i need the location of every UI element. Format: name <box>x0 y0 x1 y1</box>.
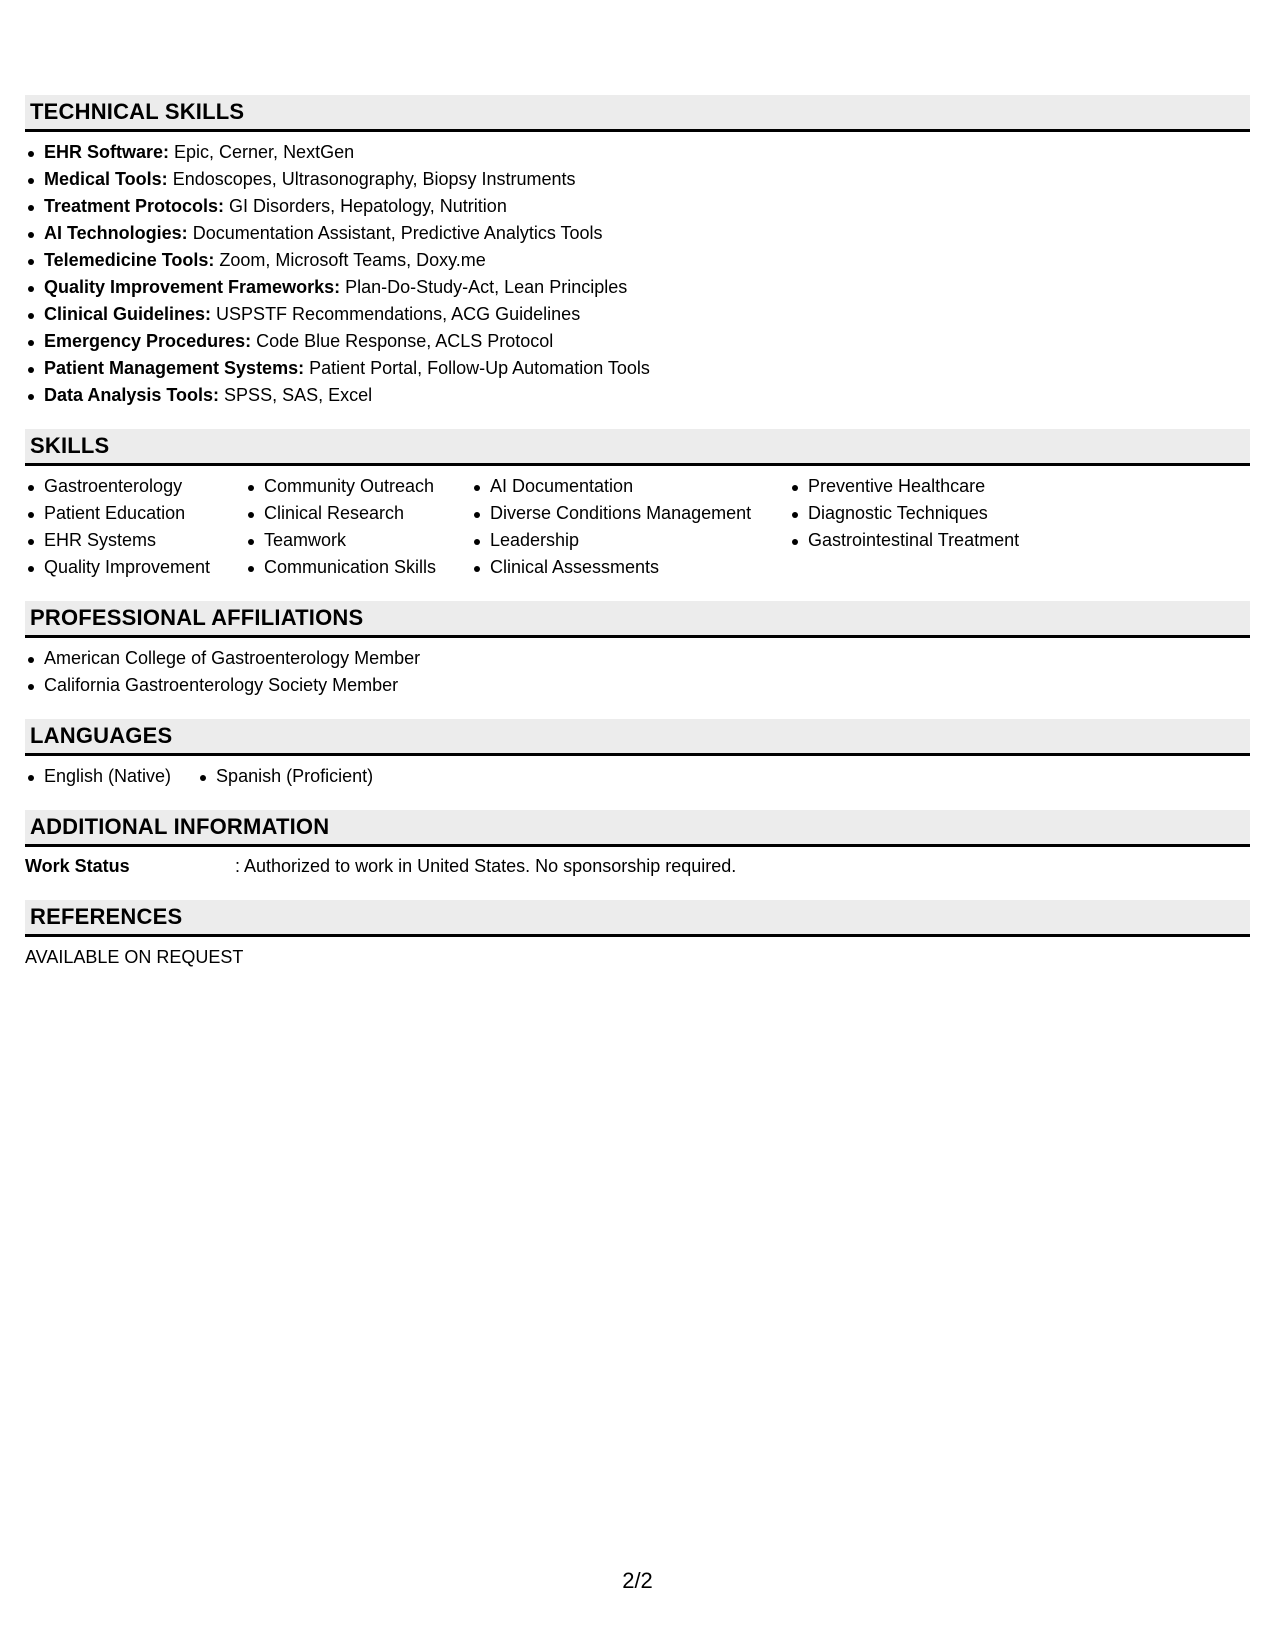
list-item: American College of Gastroenterology Member <box>25 645 1250 672</box>
languages-list <box>25 756 1250 790</box>
skill-item: Patient Education <box>25 500 225 527</box>
language-item: English (Native) <box>25 763 171 790</box>
resume-page <box>25 95 1250 971</box>
additional-info-heading: ADDITIONAL INFORMATION <box>25 810 1250 847</box>
list-item: California Gastroenterology Society Member <box>25 672 1250 699</box>
skill-item: Diverse Conditions Management <box>471 500 769 527</box>
work-status-value: : Authorized to work in United States. No sponsorship required. <box>235 856 737 876</box>
work-status-label: Work Status <box>25 856 130 876</box>
skill-item: Leadership <box>471 527 769 554</box>
skills-heading: SKILLS <box>25 429 1250 466</box>
skill-item: Community Outreach <box>245 473 451 500</box>
list-item: Patient Management Systems: Patient Portal, Follow-Up Automation Tools <box>25 355 1250 382</box>
work-status-row <box>25 847 1250 880</box>
affiliations-list <box>25 638 1250 699</box>
skills-column-1 <box>25 473 225 581</box>
skill-item: Preventive Healthcare <box>789 473 1049 500</box>
list-item: Telemedicine Tools: Zoom, Microsoft Teams, Doxy.me <box>25 247 1250 274</box>
list-item: Data Analysis Tools: SPSS, SAS, Excel <box>25 382 1250 409</box>
list-item: EHR Software: Epic, Cerner, NextGen <box>25 139 1250 166</box>
list-item: Quality Improvement Frameworks: Plan-Do-Study-Act, Lean Principles <box>25 274 1250 301</box>
skill-item: Gastroenterology <box>25 473 225 500</box>
skill-item: Quality Improvement <box>25 554 225 581</box>
list-item: Medical Tools: Endoscopes, Ultrasonography, Biopsy Instruments <box>25 166 1250 193</box>
skills-column-2 <box>245 473 451 581</box>
technical-skills-heading: TECHNICAL SKILLS <box>25 95 1250 132</box>
technical-skills-list <box>25 132 1250 409</box>
skill-item: AI Documentation <box>471 473 769 500</box>
skill-item: Clinical Assessments <box>471 554 769 581</box>
skill-item: EHR Systems <box>25 527 225 554</box>
list-item: AI Technologies: Documentation Assistant, Predictive Analytics Tools <box>25 220 1250 247</box>
affiliations-heading: PROFESSIONAL AFFILIATIONS <box>25 601 1250 638</box>
list-item: Clinical Guidelines: USPSTF Recommendations, ACG Guidelines <box>25 301 1250 328</box>
references-text: AVAILABLE ON REQUEST <box>25 947 244 967</box>
skill-item: Gastrointestinal Treatment <box>789 527 1049 554</box>
language-item: Spanish (Proficient) <box>197 763 373 790</box>
skill-item: Communication Skills <box>245 554 451 581</box>
page-number: 2/2 <box>622 1568 653 1593</box>
skill-item: Diagnostic Techniques <box>789 500 1049 527</box>
skills-column-4 <box>789 473 1049 581</box>
skill-item: Teamwork <box>245 527 451 554</box>
languages-heading: LANGUAGES <box>25 719 1250 756</box>
skill-item: Clinical Research <box>245 500 451 527</box>
references-heading: REFERENCES <box>25 900 1250 937</box>
list-item: Treatment Protocols: GI Disorders, Hepatology, Nutrition <box>25 193 1250 220</box>
list-item: Emergency Procedures: Code Blue Response, ACLS Protocol <box>25 328 1250 355</box>
skills-grid <box>25 466 1250 581</box>
skills-column-3 <box>471 473 769 581</box>
